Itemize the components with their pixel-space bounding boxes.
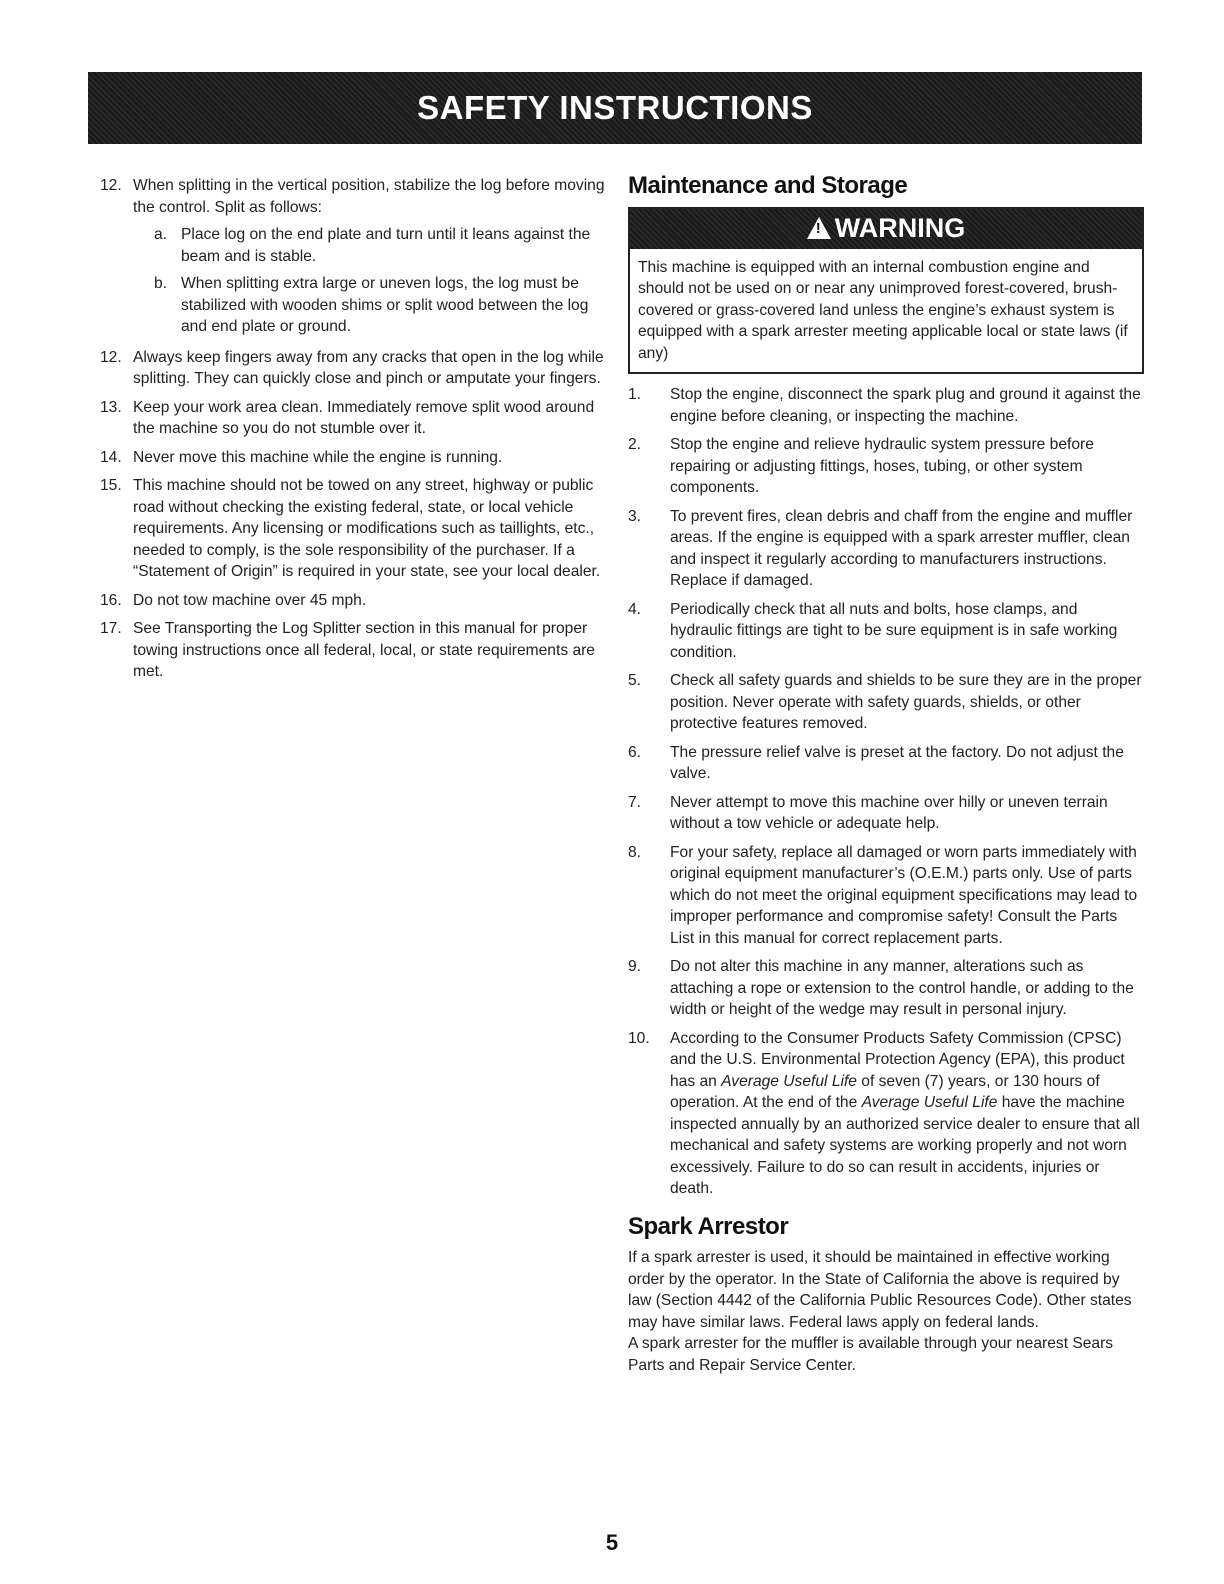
list-item (628, 742, 1144, 785)
list-item (628, 599, 1144, 664)
banner-title: SAFETY INSTRUCTIONS (417, 89, 813, 126)
left-column (100, 175, 605, 690)
list-item (100, 397, 605, 440)
item-text: Do not alter this machine in any manner, alterations such as attaching a rope or extension to the control handle, or adding to the width or height of the wedge may result in personal injury. (670, 958, 1134, 1018)
list-item (628, 842, 1144, 950)
item-text: Stop the engine and relieve hydraulic system pressure before repairing or adjusting fittings, hoses, tubing, or other system components. (670, 436, 1094, 496)
warning-triangle-icon: ! (807, 217, 831, 239)
right-column (628, 172, 1144, 1376)
warning-header (630, 209, 1142, 249)
item-number: 1. (628, 386, 642, 403)
spark-arrestor-heading: Spark Arrestor (628, 1212, 789, 1240)
list-item (628, 506, 1144, 592)
list-item (100, 447, 605, 469)
list-item (100, 590, 605, 612)
item-text-emphasis: Average Useful Life (861, 1094, 998, 1111)
item-text-part: of seven (7) years, or 130 hours of operation. At the end of the (670, 1072, 1100, 1111)
item-text: To prevent fires, clean debris and chaff from the engine and muffler areas. If the engine is equipped with a spark arrester muffler, clean and inspect it regularly according to manufacturers instructions. Replace if damaged. (670, 507, 1133, 589)
item-number: 6. (628, 743, 642, 761)
item-number: 4. (628, 600, 642, 618)
item-number: 12. (100, 348, 122, 366)
item-number: 7. (628, 793, 642, 811)
list-item (628, 792, 1144, 835)
list-item (100, 618, 605, 683)
item-text: Always keep fingers away from any cracks that open in the log while splitting. They can quickly close and pinch or amputate your fingers. (133, 348, 604, 387)
item-number: 12. (100, 177, 122, 194)
list-item (100, 347, 605, 390)
list-item (628, 956, 1144, 1021)
sub-list (133, 224, 605, 338)
item-text-emphasis: Average Useful Life (721, 1072, 857, 1090)
maintenance-heading: Maintenance and Storage (628, 172, 908, 199)
list-item (628, 1028, 1144, 1200)
item-text (670, 1028, 1144, 1200)
item-number: 17. (100, 620, 122, 637)
list-item (100, 475, 605, 583)
spark-paragraph: A spark arrester for the muffler is available through your nearest Sears Parts and Repair Service Center. (628, 1335, 1114, 1374)
item-text: The pressure relief valve is preset at the factory. Do not adjust the valve. (670, 743, 1124, 782)
item-number: 13. (100, 398, 122, 416)
list-item (628, 434, 1144, 499)
item-number: 3. (628, 507, 642, 525)
sub-item-letter: b. (153, 275, 167, 292)
item-text-part: have the machine inspected annually by an authorized service dealer to ensure that all mechanical and safety systems are working properly and not worn excessively. Failure to do so can result in accidents, injuries or death. (670, 1094, 1140, 1197)
item-text: For your safety, replace all damaged or worn parts immediately with original equipment manufacturer’s (O.E.M.) parts only. Use of parts which do not meet the original equipment specifications may lead to improper performance and compromise safety! Consult the Parts List in this manual for correct replacement parts. (670, 843, 1138, 947)
list-item (100, 175, 605, 340)
item-number: 5. (628, 672, 642, 689)
warning-label: WARNING (834, 212, 966, 243)
sub-item-text: When splitting extra large or uneven logs, the log must be stabilized with wooden shims or split wood between the log and end plate or ground. (181, 275, 589, 335)
sub-item (133, 224, 605, 267)
item-number: 14. (100, 448, 122, 466)
item-text: Do not tow machine over 45 mph. (133, 591, 367, 609)
item-text-part: According to the Consumer Products Safety Commission (CPSC) and the U.S. Environmental Protection Agency (EPA), this product has an (670, 1029, 1125, 1090)
item-number: 8. (628, 843, 642, 861)
item-text: Periodically check that all nuts and bolts, hose clamps, and hydraulic fittings are tight to be sure equipment is in safe working condition. (670, 600, 1118, 661)
item-text: Never move this machine while the engine is running. (133, 448, 503, 466)
item-text: When splitting in the vertical position, stabilize the log before moving the control. Split as follows: (133, 177, 605, 216)
list-item (628, 670, 1144, 735)
sub-item-letter: a. (153, 226, 167, 243)
list-item (628, 384, 1144, 427)
item-number: 15. (100, 477, 122, 494)
page-number: 5 (605, 1530, 619, 1555)
item-number: 2. (628, 436, 642, 453)
section-banner (88, 72, 1142, 144)
item-text: Check all safety guards and shields to be sure they are in the proper position. Never operate with safety guards, shields, or other protective features removed. (670, 672, 1142, 732)
item-text: Keep your work area clean. Immediately remove split wood around the machine so you do not stumble over it. (133, 398, 595, 437)
warning-box (628, 207, 1144, 375)
spark-paragraph: If a spark arrester is used, it should be maintained in effective working order by the operator. In the State of California the above is required by law (Section 4442 of the California Public Resources Code). Other states may have similar laws. Federal laws apply on federal lands. (628, 1249, 1132, 1331)
sub-item (133, 273, 605, 338)
item-text: Stop the engine, disconnect the spark plug and ground it against the engine before cleaning, or inspecting the machine. (670, 386, 1141, 425)
item-number: 10. (628, 1029, 650, 1047)
item-number: 16. (100, 591, 122, 609)
item-text: This machine should not be towed on any street, highway or public road without checking the existing federal, state, or local vehicle requirements. Any licensing or modifications such as taillights, etc., needed to comply, is the sole responsibility of the purchaser. If a “Statement of Origin” is required in your state, see your local dealer. (133, 477, 601, 580)
item-text: See Transporting the Log Splitter section in this manual for proper towing instructions once all federal, local, or state requirements are met. (133, 620, 595, 680)
item-text: Never attempt to move this machine over hilly or uneven terrain without a tow vehicle or adequate help. (670, 793, 1108, 832)
sub-item-text: Place log on the end plate and turn until it leans against the beam and is stable. (181, 226, 591, 265)
warning-text: This machine is equipped with an internal combustion engine and should not be used on or near any unimproved forest-covered, brush-covered or grass-covered land unless the engine’s exhaust system is equipped with a spark arrester meeting applicable local or state laws (if any) (638, 258, 1128, 362)
item-number: 9. (628, 958, 642, 975)
